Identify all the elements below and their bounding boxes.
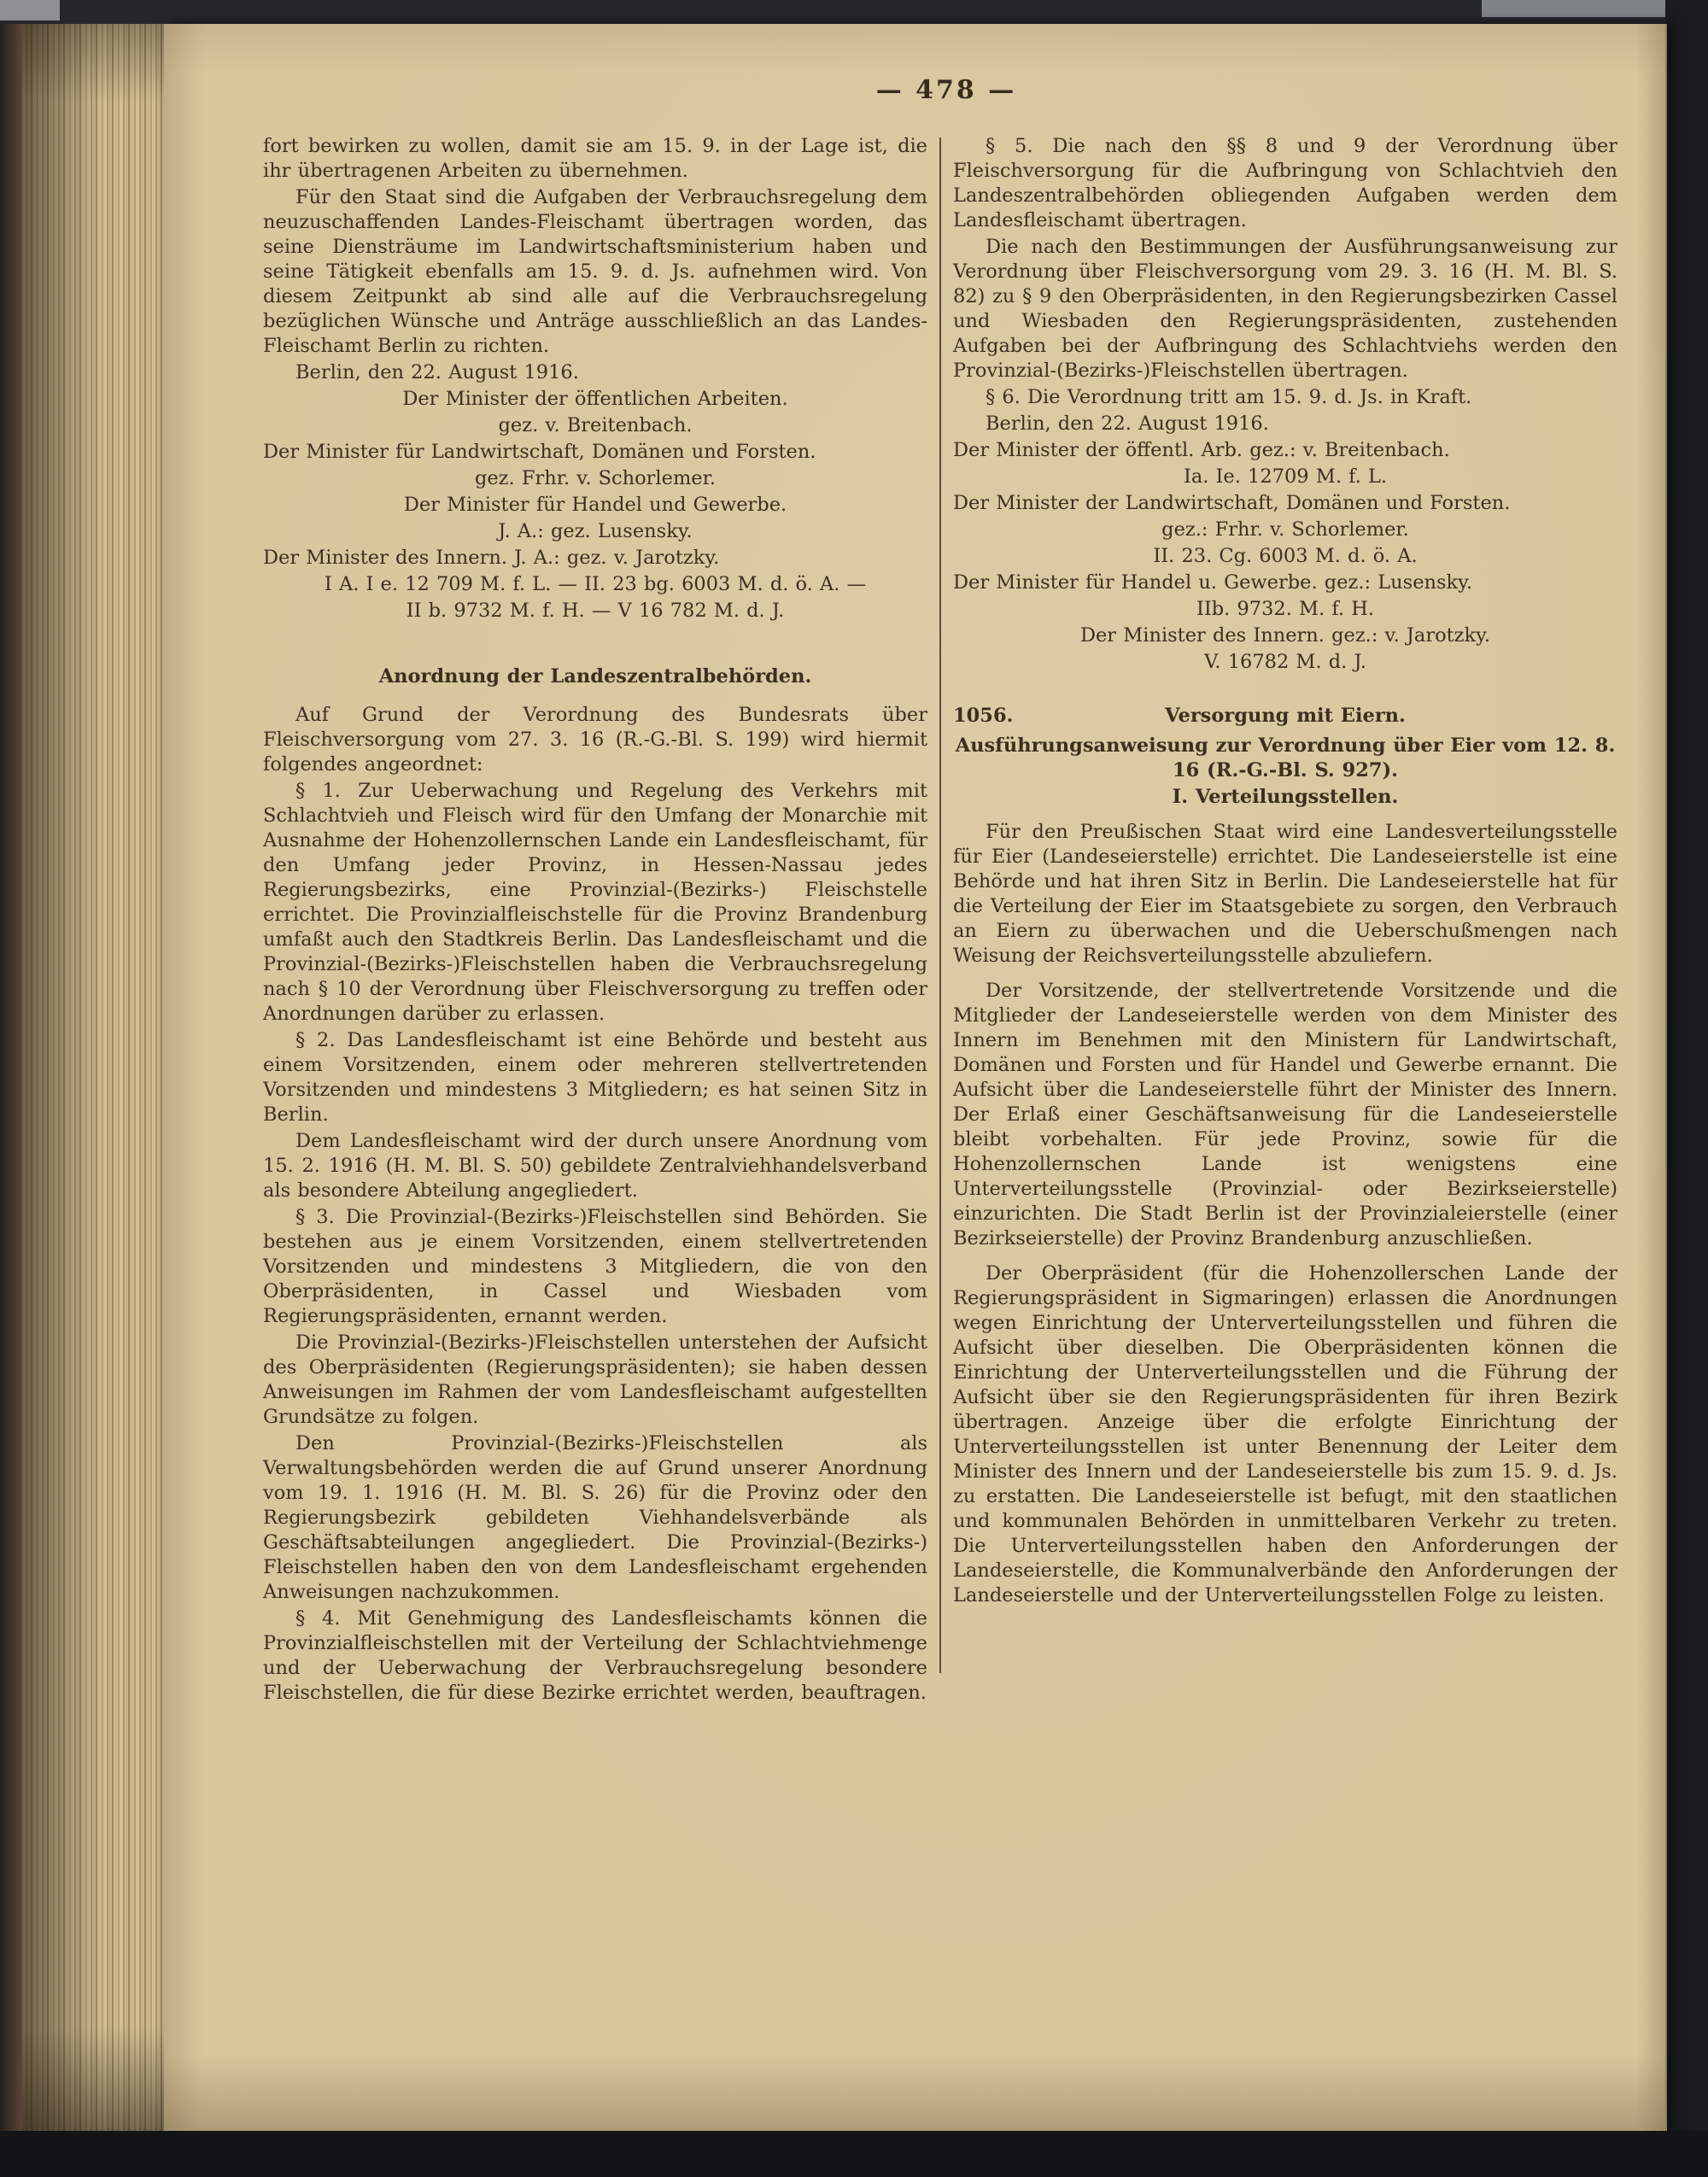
section-heading: [953, 704, 1617, 729]
paragraph: § 2. Das Landesfleischamt ist eine Behörde und besteht aus einem Vorsitzenden, einem oder mehreren stellvertretenden Vorsitzenden und mindestens 3 Mitgliedern; es hat seinen Sitz in Berlin.: [263, 1029, 927, 1126]
book-spine-edge: [0, 24, 22, 2131]
file-number-line: V. 16782 M. d. J.: [1204, 651, 1366, 673]
paragraph: Die nach den Bestimmungen der Ausführungsanweisung zur Verordnung über Fleischversorgung vom 29. 3. 16 (H. M. Bl. S. 82) zu § 9 den Oberpräsidenten, in den Regierungsbezirken Cassel und Wiesbaden den Regierungspräsidenten, zustehenden Aufgaben bei der Aufbringung des Schlachtviehs werden den Provinzial-(Bezirks-)Fleischstellen übertragen.: [953, 236, 1617, 382]
paragraph: Der Oberpräsident (für die Hohenzollerschen Lande der Regierungspräsident in Sigmaringen) erlassen die Anordnungen wegen Einrichtung der Unterverteilungsstellen und führen die Aufsicht über dieselben. Die Oberpräsidenten können die Einrichtung der Unterverteilungsstellen und die Führung der Aufsicht über sie den Regierungspräsidenten für ihren Bezirk übertragen. Anzeige über die erfolgte Einrichtung der Unterverteilungsstellen ist unter Benennung der Leiter dem Minister des Innern und der Landeseierstelle bis zum 15. 9. d. Js. zu erstatten. Die Landeseierstelle ist befugt, mit den staatlichen und kommunalen Behörden in unmittelbaren Verkehr zu treten. Die Unterverteilungsstellen haben den Anforderungen der Landeseierstelle, die Kommunalverbände den Anforderungen der Landeseierstelle und der Unterverteilungsstellen Folge zu leisten.: [953, 1262, 1617, 1606]
paragraph: § 5. Die nach den §§ 8 und 9 der Verordnung über Fleischversorgung für die Aufbringung von Schlachtvieh den Landeszentralbehörden obliegenden Aufgaben werden dem Landesfleischamt übertragen.: [953, 135, 1617, 231]
scanner-gray-patch-right: [1482, 0, 1665, 17]
file-number-line: IIb. 9732. M. f. H.: [1196, 598, 1374, 620]
file-number-line: I A. I e. 12 709 M. f. L. — II. 23 bg. 6003 M. d. ö. A. —: [324, 573, 867, 595]
signature-line: gez.: Frhr. v. Schorlemer.: [1161, 518, 1409, 541]
paragraph: Auf Grund der Verordnung des Bundesrats über Fleischversorgung vom 27. 3. 16 (R.-G.-Bl. S. 199) wird hiermit folgendes angeordnet:: [263, 704, 927, 775]
column-divider-rule: [939, 138, 941, 1673]
scanner-gray-patch-left: [0, 0, 60, 20]
signature-line: Der Minister für Handel u. Gewerbe. gez.: Lusensky.: [953, 571, 1473, 594]
paragraph: fort bewirken zu wollen, damit sie am 15. 9. in der Lage ist, die ihr übertragenen Arbeiten zu übernehmen.: [263, 135, 927, 182]
heading-text: Versorgung mit Eiern.: [1165, 705, 1406, 727]
scanner-background-top: [0, 0, 1708, 24]
date-line: Berlin, den 22. August 1916.: [986, 413, 1269, 435]
page-number: — 478 —: [875, 75, 1017, 105]
section-subheading: Ausführungsanweisung zur Verordnung über Eier vom 12. 8. 16 (R.-G.-Bl. S. 927).: [955, 734, 1616, 781]
page-columns: [263, 134, 1629, 1707]
file-number-line: II. 23. Cg. 6003 M. d. ö. A.: [1153, 545, 1418, 567]
paragraph: § 1. Zur Ueberwachung und Regelung des Verkehrs mit Schlachtvieh und Fleisch wird für den Umfang der Monarchie mit Ausnahme der Hohenzollernschen Lande ein Landesfleischamt, für den Umfang jeder Provinz, in Hessen-Nassau jedes Regierungsbezirks, eine Provinzial-(Bezirks-) Fleischstelle errichtet. Die Provinzialfleischstelle für die Provinz Brandenburg umfaßt auch den Stadtkreis Berlin. Das Landesfleischamt und die Provinzial-(Bezirks-)Fleischstellen haben die Verbrauchsregelung nach § 10 der Verordnung über Fleischversorgung zu treffen oder Anordnungen darüber zu erlassen.: [263, 780, 927, 1025]
signature-line: Der Minister für Landwirtschaft, Domänen und Forsten.: [263, 441, 816, 463]
file-number-line: Ia. Ie. 12709 M. f. L.: [1183, 465, 1388, 488]
signature-line: Der Minister des Innern. J. A.: gez. v. Jarotzky.: [263, 547, 720, 569]
section-heading: Anordnung der Landeszentralbehörden.: [378, 665, 812, 688]
text-column-right: [953, 134, 1617, 1707]
signature-line: gez. v. Breitenbach.: [498, 414, 693, 436]
subsection-heading: I. Verteilungsstellen.: [1172, 786, 1399, 808]
paragraph: Für den Preußischen Staat wird eine Landesverteilungsstelle für Eier (Landeseierstelle) errichtet. Die Landeseierstelle ist eine Behörde und hat ihren Sitz in Berlin. Die Landeseierstelle hat für die Verteilung der Eier im Staatsgebiete zu sorgen, den Verbrauch an Eiern zu überwachen und die Ueberschußmengen nach Weisung der Reichsverteilungsstelle abzuliefern.: [953, 821, 1617, 967]
signature-line: J. A.: gez. Lusensky.: [498, 520, 693, 542]
date-line: Berlin, den 22. August 1916.: [295, 361, 579, 383]
paragraph: § 6. Die Verordnung tritt am 15. 9. d. Js. in Kraft.: [986, 386, 1472, 408]
signature-line: Der Minister der öffentl. Arb. gez.: v. Breitenbach.: [953, 439, 1450, 461]
scanner-background-right: [1665, 0, 1708, 2177]
signature-line: gez. Frhr. v. Schorlemer.: [474, 467, 717, 489]
signature-line: Der Minister der Landwirtschaft, Domänen und Forsten.: [953, 492, 1511, 514]
paragraph: Für den Staat sind die Aufgaben der Verbrauchsregelung dem neuzuschaffenden Landes-Fleischamt übertragen worden, das seine Diensträume im Landwirtschaftsministerium haben und seine Tätigkeit ebenfalls am 15. 9. d. Js. aufnehmen wird. Von diesem Zeitpunkt ab sind alle auf die Verbrauchsregelung bezüglichen Wünsche und Anträge ausschließlich an das Landes-Fleischamt Berlin zu richten.: [263, 186, 927, 357]
signature-line: Der Minister für Handel und Gewerbe.: [403, 494, 787, 516]
text-column-left: [263, 134, 927, 1707]
paragraph: § 3. Die Provinzial-(Bezirks-)Fleischstellen sind Behörden. Sie bestehen aus je einem Vorsitzenden, einem stellvertretenden Vorsitzenden und mindestens 3 Mitgliedern, die von den Oberpräsidenten, in Cassel und Wiesbaden vom Regierungspräsidenten, ernannt werden.: [263, 1206, 927, 1327]
paragraph: Der Vorsitzende, der stellvertretende Vorsitzende und die Mitglieder der Landeseierstelle werden von dem Minister des Innern im Benehmen mit den Ministern für Landwirtschaft, Domänen und Forsten und für Handel und Gewerbe ernannt. Die Aufsicht über die Landeseierstelle führt der Minister des Innern. Der Erlaß einer Geschäftsanweisung für die Landeseierstelle bleibt vorbehalten. Für jede Provinz, sowie für die Hohenzollernschen Lande ist wenigstens eine Unterverteilungsstelle (Provinzial- oder Bezirkseierstelle) einzurichten. Die Stadt Berlin ist der Provinzialeierstelle (einer Bezirkseierstelle) der Provinz Brandenburg anzuschließen.: [953, 980, 1617, 1249]
document-page: [164, 24, 1665, 2131]
scanner-background-bottom: [0, 2131, 1708, 2177]
file-number-line: II b. 9732 M. f. H. — V 16 782 M. d. J.: [406, 600, 785, 622]
paragraph: Den Provinzial-(Bezirks-)Fleischstellen als Verwaltungsbehörden werden die auf Grund unserer Anordnung vom 19. 1. 1916 (H. M. Bl. S. 26) für die Provinz oder den Regierungsbezirk gebildeten Viehhandelsverbände als Geschäftsabteilungen angegliedert. Die Provinzial-(Bezirks-) Fleischstellen haben den von dem Landesfleischamt ergehenden Anweisungen nachzukommen.: [263, 1432, 927, 1603]
paragraph: Dem Landesfleischamt wird der durch unsere Anordnung vom 15. 2. 1916 (H. M. Bl. S. 50) gebildete Zentralviehhandelsverband als besondere Abteilung angegliedert.: [263, 1130, 927, 1202]
paragraph: Die Provinzial-(Bezirks-)Fleischstellen unterstehen der Aufsicht des Oberpräsidenten (Regierungspräsidenten); sie haben dessen Anweisungen im Rahmen der vom Landesfleischamt aufgestellten Grundsätze zu folgen.: [263, 1331, 927, 1428]
book-page-edges: [22, 24, 164, 2131]
signature-line: Der Minister der öffentlichen Arbeiten.: [402, 388, 788, 410]
ordinance-number: 1056.: [953, 705, 1014, 727]
signature-line: Der Minister des Innern. gez.: v. Jarotzky.: [1079, 624, 1491, 647]
paragraph: § 4. Mit Genehmigung des Landesfleischamts können die Provinzialfleischstellen mit der Verteilung der Schlachtviehmenge und der Ueberwachung der Verbrauchsregelung besondere Fleischstellen, die für diese Bezirke errichtet werden, beauftragen.: [263, 1607, 927, 1704]
